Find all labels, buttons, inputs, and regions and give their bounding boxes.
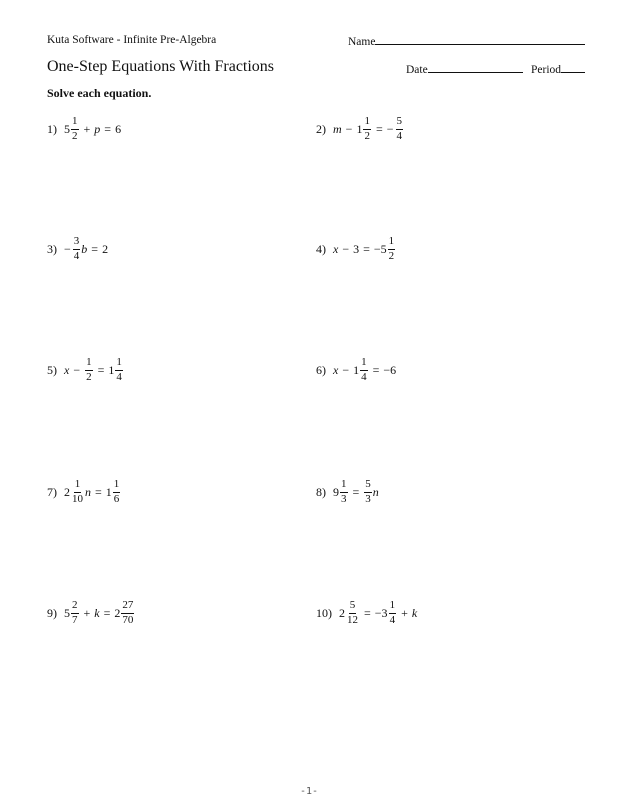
date-blank-line[interactable] — [428, 62, 523, 73]
fraction-numerator: 1 — [74, 479, 82, 493]
fraction-numerator: 3 — [73, 236, 81, 250]
operator: = — [363, 241, 370, 256]
problem-number: 2) — [316, 121, 326, 136]
problem-number: 7) — [47, 484, 57, 499]
operator: = — [375, 121, 383, 136]
fraction-denominator: 7 — [72, 613, 78, 626]
fraction-denominator: 4 — [361, 370, 367, 383]
fraction — [71, 479, 84, 505]
fraction-numerator: 1 — [85, 357, 93, 371]
instructions: Solve each equation. — [47, 86, 152, 100]
period-field — [531, 62, 585, 76]
fraction — [115, 357, 123, 383]
variable: n — [372, 484, 379, 499]
problem-10 — [316, 600, 417, 626]
fraction-denominator: 2 — [86, 370, 92, 383]
fraction-denominator: 3 — [365, 492, 371, 505]
operator: = — [372, 362, 380, 377]
fraction — [85, 357, 93, 383]
problem-number: 1) — [47, 121, 57, 136]
variable: n — [85, 484, 91, 499]
fraction-denominator: 12 — [347, 613, 358, 626]
number: 1 — [353, 362, 360, 377]
operator: − — [342, 362, 350, 377]
fraction-numerator: 1 — [71, 116, 79, 130]
operator: = — [104, 121, 112, 136]
variable: k — [94, 605, 100, 620]
number: 6 — [115, 121, 122, 136]
problem-number: 5) — [47, 362, 57, 377]
fraction-denominator: 70 — [122, 613, 134, 626]
date-field — [406, 62, 523, 76]
number: 2 — [114, 605, 121, 620]
fraction-numerator: 1 — [388, 236, 396, 250]
problem-5 — [47, 357, 124, 383]
fraction-numerator: 2 — [71, 600, 79, 614]
fraction-denominator: 4 — [73, 249, 80, 262]
number: 2 — [64, 484, 70, 499]
period-label: Period — [531, 64, 562, 76]
problem-1 — [47, 116, 121, 142]
problem-3 — [47, 236, 108, 262]
problem-number: 9) — [47, 605, 57, 620]
operator: + — [83, 605, 91, 620]
operator: − — [342, 241, 350, 256]
fraction — [121, 600, 134, 626]
worksheet-title: One-Step Equations With Fractions — [47, 58, 275, 75]
operator: + — [83, 121, 91, 136]
fraction-denominator: 2 — [72, 129, 78, 142]
number: −3 — [374, 605, 388, 620]
variable: p — [94, 121, 101, 136]
negative-sign: − — [64, 241, 71, 256]
fraction-numerator: 5 — [364, 479, 372, 493]
problem-number: 10) — [316, 605, 332, 620]
number: −5 — [373, 241, 387, 256]
page-number: -1- — [299, 786, 319, 797]
fraction-numerator: 1 — [113, 479, 121, 493]
problem-number: 3) — [47, 241, 57, 256]
fraction-denominator: 2 — [388, 249, 395, 262]
problem-6 — [316, 357, 396, 383]
number: 1 — [105, 484, 112, 499]
variable: x — [333, 362, 339, 377]
operator: = — [91, 241, 99, 256]
number: 5 — [64, 121, 70, 136]
fraction-numerator: 27 — [121, 600, 134, 614]
variable: m — [333, 121, 342, 136]
fraction-numerator: 1 — [115, 357, 123, 371]
fraction-denominator: 4 — [396, 129, 403, 142]
fraction-denominator: 4 — [389, 613, 396, 626]
fraction — [73, 236, 81, 262]
name-label: Name — [348, 36, 376, 48]
problem-number: 4) — [316, 241, 326, 256]
variable: x — [64, 362, 70, 377]
fraction — [389, 600, 397, 626]
number: 3 — [353, 241, 360, 256]
problem-number: 8) — [316, 484, 326, 499]
publisher-label: Kuta Software - Infinite Pre-Algebra — [47, 34, 217, 46]
operator: = — [97, 362, 105, 377]
fraction-denominator: 6 — [113, 492, 120, 505]
fraction-numerator: 1 — [389, 600, 397, 614]
fraction — [71, 600, 79, 626]
fraction-numerator: 5 — [349, 600, 357, 614]
number: 9 — [333, 484, 339, 499]
fraction — [340, 479, 348, 505]
problem-4 — [316, 236, 396, 262]
fraction-numerator: 1 — [360, 357, 368, 371]
fraction — [396, 116, 404, 142]
date-label: Date — [406, 64, 428, 76]
number: 2 — [339, 605, 345, 620]
variable: b — [81, 241, 88, 256]
fraction-denominator: 10 — [72, 492, 83, 505]
variable: x — [333, 241, 339, 256]
variable: k — [411, 605, 418, 620]
fraction-denominator: 2 — [364, 129, 370, 142]
problem-7 — [47, 479, 121, 505]
number: 2 — [102, 241, 109, 256]
fraction — [388, 236, 396, 262]
operator: + — [401, 605, 408, 620]
fraction — [363, 116, 371, 142]
name-field — [348, 34, 585, 48]
fraction — [346, 600, 359, 626]
problem-9 — [47, 600, 135, 626]
fraction-denominator: 4 — [116, 370, 122, 383]
fraction-numerator: 1 — [363, 116, 371, 130]
problem-2 — [316, 116, 404, 142]
fraction-numerator: 1 — [340, 479, 348, 493]
fraction — [364, 479, 372, 505]
negative-sign: − — [386, 121, 394, 136]
period-blank-line[interactable] — [561, 62, 585, 73]
fraction — [360, 357, 368, 383]
operator: − — [73, 362, 81, 377]
fraction — [71, 116, 79, 142]
operator: − — [345, 121, 353, 136]
operator: = — [364, 605, 371, 620]
operator: = — [103, 605, 111, 620]
fraction-denominator: 3 — [341, 492, 347, 505]
fraction — [113, 479, 121, 505]
number: 1 — [108, 362, 115, 377]
fraction-numerator: 5 — [396, 116, 404, 130]
operator: = — [352, 484, 360, 499]
problem-8 — [316, 479, 379, 505]
number: 5 — [64, 605, 70, 620]
operator: = — [95, 484, 102, 499]
problem-number: 6) — [316, 362, 326, 377]
number: −6 — [383, 362, 397, 377]
number: 1 — [356, 121, 363, 136]
name-blank-line[interactable] — [375, 34, 585, 45]
